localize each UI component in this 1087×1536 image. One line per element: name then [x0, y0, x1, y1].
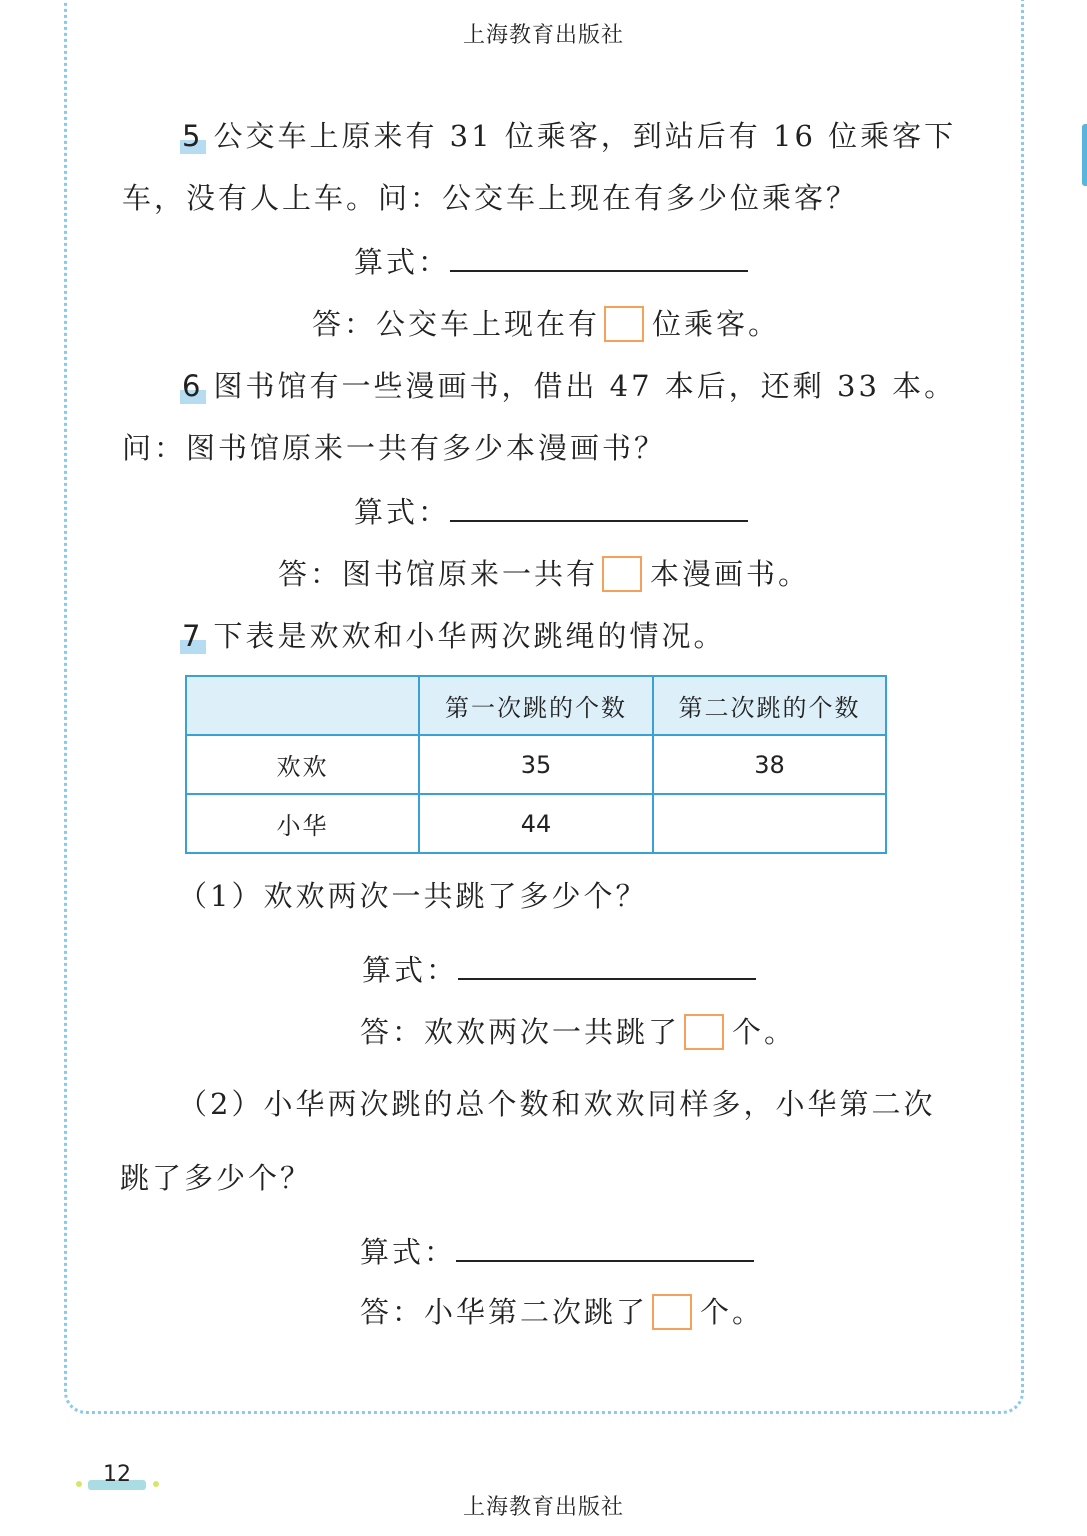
q5-line1	[182, 116, 956, 156]
q7-part2-question-line2: 跳了多少个？	[120, 1161, 313, 1195]
q7-part1-answer-suffix: 个。	[732, 1015, 797, 1049]
q6-text-line1: 图书馆有一些漫画书，借出 47 本后，还剩 33 本。	[213, 369, 957, 403]
q6-formula-label: 算式：	[354, 495, 451, 529]
q6-number: 6	[182, 366, 203, 406]
q6-text-line2: 问：图书馆原来一共有多少本漫画书？	[122, 431, 667, 465]
q7-number: 7	[182, 616, 203, 656]
q7-part2-answer-prefix: 答：小华第二次跳了	[360, 1295, 649, 1329]
q7-part1-answer-prefix: 答：欢欢两次一共跳了	[360, 1015, 681, 1049]
table-header-cell: 第二次跳的个数	[653, 676, 886, 735]
jump-rope-table	[185, 675, 887, 854]
decor-dot	[76, 1481, 82, 1487]
q5-answer-prefix: 答：公交车上现在有	[312, 307, 601, 341]
q6-formula	[354, 490, 748, 532]
table-cell: 欢欢	[186, 735, 419, 794]
q6-answer-suffix: 本漫画书。	[650, 557, 811, 591]
q5-answer-box[interactable]	[604, 306, 644, 342]
q5-formula-blank[interactable]	[450, 240, 748, 272]
q5-text-line1: 公交车上原来有 31 位乘客，到站后有 16 位乘客下	[213, 119, 957, 153]
q6-formula-blank[interactable]	[450, 490, 748, 522]
q7-part1-answer	[360, 1012, 796, 1052]
q5-answer	[312, 304, 780, 344]
q6-line1	[182, 366, 956, 406]
q7-part2-formula-blank[interactable]	[456, 1230, 754, 1262]
table-header-cell	[186, 676, 419, 735]
q7-part2-formula	[360, 1230, 754, 1272]
decor-dot	[153, 1481, 159, 1487]
table-header-row	[186, 676, 886, 735]
q5-formula-label: 算式：	[354, 245, 451, 279]
q7-part2-formula-label: 算式：	[360, 1235, 457, 1269]
q7-part2-answer-box[interactable]	[652, 1294, 692, 1330]
q5-answer-suffix: 位乘客。	[652, 307, 781, 341]
q5-text-line2: 车，没有人上车。问：公交车上现在有多少位乘客？	[122, 181, 859, 215]
q7-part1-formula-blank[interactable]	[458, 948, 756, 980]
q7-part2-question-line1: （2）小华两次跳的总个数和欢欢同样多，小华第二次	[178, 1087, 936, 1121]
table-cell: 小华	[186, 794, 419, 853]
table-cell: 35	[419, 735, 653, 794]
page-number	[88, 1462, 146, 1490]
q5-number: 5	[182, 116, 203, 156]
q7-intro: 下表是欢欢和小华两次跳绳的情况。	[213, 619, 726, 653]
q7-part1-formula	[362, 948, 756, 990]
header-publisher: 上海教育出版社	[462, 23, 624, 48]
footer-publisher: 上海教育出版社	[462, 1495, 624, 1520]
q7-part2-answer	[360, 1292, 764, 1332]
q6-answer-box[interactable]	[602, 556, 642, 592]
q7-part1-question: （1）欢欢两次一共跳了多少个？	[178, 879, 648, 913]
q7-line1	[182, 616, 725, 656]
table-cell-empty[interactable]	[653, 794, 886, 853]
page-number-text: 12	[103, 1462, 131, 1487]
q6-answer-prefix: 答：图书馆原来一共有	[278, 557, 599, 591]
edge-tab	[1082, 124, 1087, 186]
table-header-cell: 第一次跳的个数	[419, 676, 653, 735]
q6-answer	[278, 554, 810, 594]
q5-formula	[354, 240, 748, 282]
table-cell: 38	[653, 735, 886, 794]
q7-part1-answer-box[interactable]	[684, 1014, 724, 1050]
q7-part1-formula-label: 算式：	[362, 953, 459, 987]
table-row	[186, 794, 886, 853]
table-row	[186, 735, 886, 794]
q7-part2-answer-suffix: 个。	[700, 1295, 765, 1329]
table-cell: 44	[419, 794, 653, 853]
